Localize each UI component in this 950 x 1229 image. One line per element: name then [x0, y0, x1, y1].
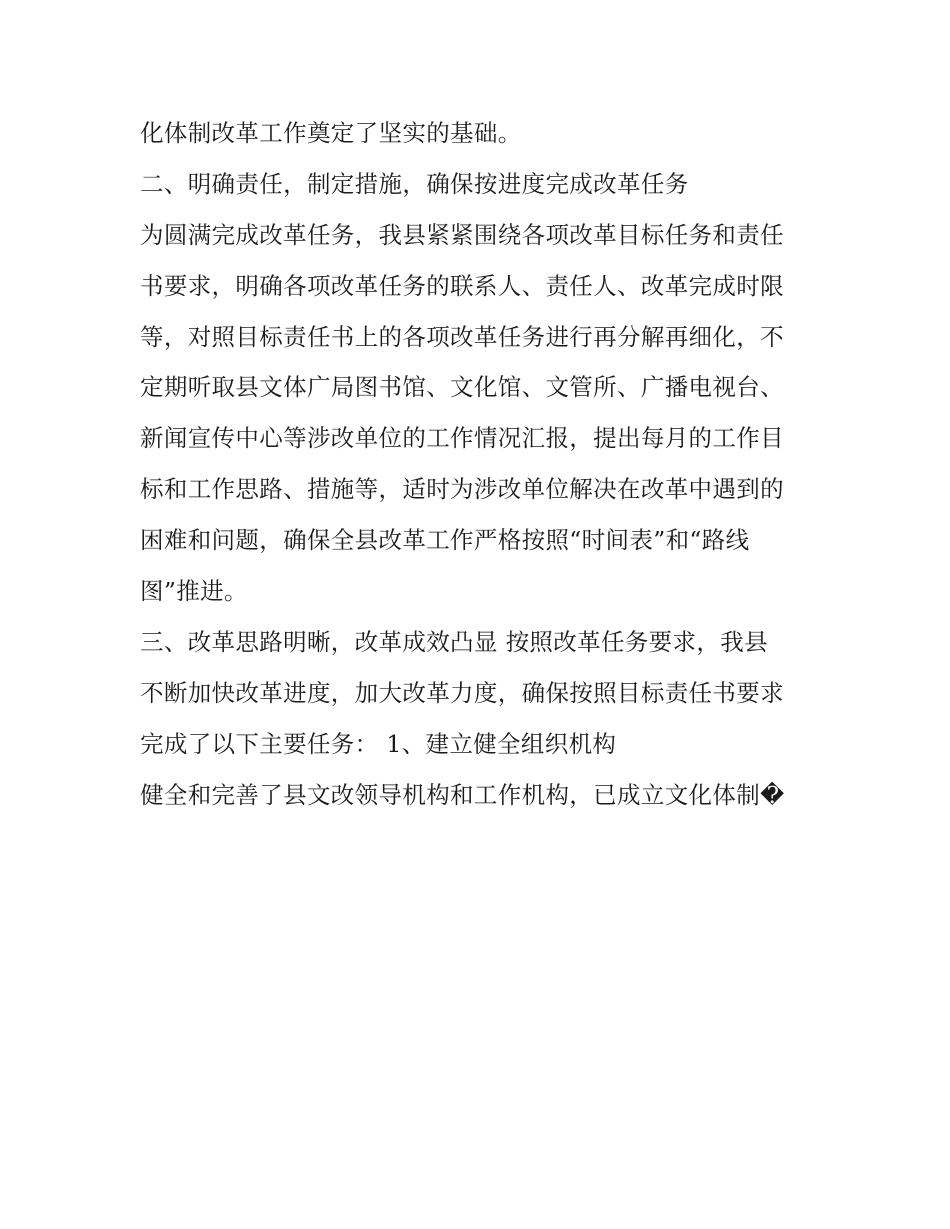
paragraph-line: 完成了以下主要任务： 1、建立健全组织机构 — [140, 729, 617, 758]
paragraph-line: 定期听取县文体广局图书馆、文化馆、文管所、广播电视台、 — [140, 373, 784, 402]
paragraph-line: 健全和完善了县文改领导机构和工作机构，已成立文化体制� — [140, 780, 785, 809]
paragraph-line: 为圆满完成改革任务，我县紧紧围绕各项改革目标任务和责任 — [140, 220, 784, 249]
paragraph-line: 不断加快改革进度，加大改革力度，确保按照目标责任书要求 — [140, 678, 784, 707]
paragraph-line: 新闻宣传中心等涉改单位的工作情况汇报，提出每月的工作目 — [140, 424, 784, 453]
paragraph-line: 标和工作思路、措施等，适时为涉改单位解决在改革中遇到的 — [140, 475, 784, 504]
paragraph-line: 图”推进。 — [140, 577, 248, 606]
section-heading-2: 二、明确责任，制定措施，确保按进度完成改革任务 — [140, 169, 689, 198]
paragraph-line: 困难和问题，确保全县改革工作严格按照“时间表”和“路线 — [140, 526, 750, 555]
document-body — [140, 108, 830, 820]
paragraph-line: 书要求，明确各项改革任务的联系人、责任人、改革完成时限 — [140, 271, 784, 300]
paragraph-line: 化体制改革工作奠定了坚实的基础。 — [140, 119, 522, 147]
paragraph-line: 等，对照目标责任书上的各项改革任务进行再分解再细化，不 — [140, 322, 784, 351]
section-heading-3: 三、改革思路明晰，改革成效凸显 按照改革任务要求，我县 — [140, 627, 768, 656]
